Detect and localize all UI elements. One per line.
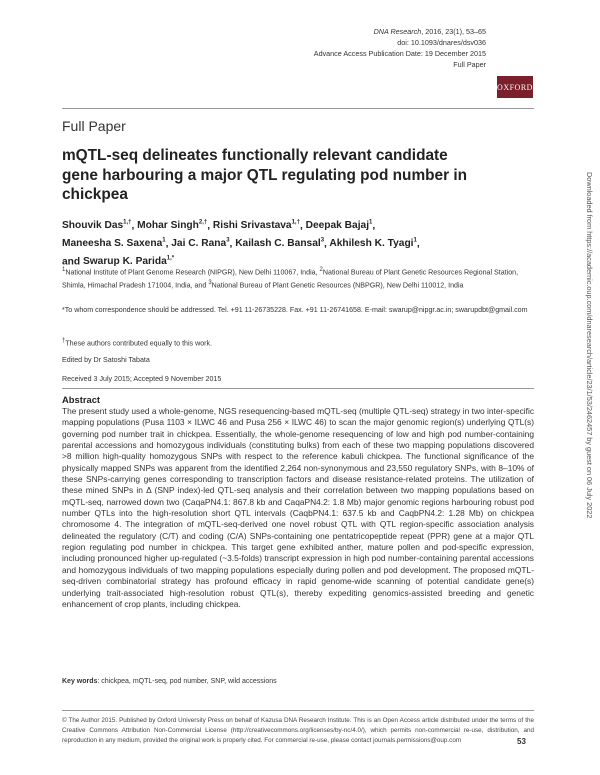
abstract-divider [62, 388, 534, 389]
header-divider [62, 108, 534, 109]
abstract-text: The present study used a whole-genome, NGS resequencing-based mQTL-seq (multiple QTL-seq) strategy in two inter-specific mapping populations (Pusa 1103 × ILWC 46 and Pusa 256 × ILWC 46) to scan the major genomic region(s) underlying QTL(s) governing pod number trait in chickpea. Essentially, the whole-genome resequencing of low and high pod number-containing parental accessions and homozygous individuals (constituting bulks) from each of these two mapping populations discovered >8 million high-quality homozygous SNPs with respect to the reference kabuli chickpea. The functional significance of the physically mapped SNPs was apparent from the identified 2,264 non-synonymous and 23,550 regulatory SNPs, with 8–10% of these SNPs-carrying genes corresponding to transcription factors and disease resistance-related proteins. The utilization of these mined SNPs in Δ (SNP index)-led QTL-seq analysis and their correlation between two mapping populations based on mQTL-seq, narrowed down two (CaqaPN4.1: 867.8 kb and CaqaPN4.2: 1.8 Mb) major genomic regions harbouring robust pod number QTLs into the high-resolution short QTL intervals (CaqbPN4.1: 637.5 kb and CaqbPN4.2: 1.28 Mb) on chickpea chromosome 4. The integration of mQTL-seq-derived one novel robust QTL with QTL region-specific association analysis delineated the regulatory (C/T) and coding (C/A) SNPs-containing one pentatricopeptide repeat (PPR) gene at a major QTL region regulating pod number in chickpea. This target gene exhibited anther, mature pollen and pod-specific expression, including pronounced higher up-regulated (~3.5-folds) transcript expression in high pod number-containing parental accessions and homozygous individuals of two mapping populations especially during pollen and pod development. The proposed mQTL-seq-driven combinatorial strategy has profound efficacy in rapid genome-wide scanning of potential candidate gene(s) underlying trait-associated high-resolution robust QTL(s), thereby expediting genomics-assisted breeding and genetic enhancement of crop plants, including chickpea. [62, 406, 535, 609]
author[interactable]: Mohar Singh$^{2,\dagger}$ [137, 220, 208, 232]
author[interactable]: Shouvik Das$^{1,\dagger}$ [62, 220, 132, 232]
advance-access-date: Advance Access Publication Date: 19 December 2015 [313, 49, 486, 58]
author[interactable]: Swarup K. Parida$^{1,*}$ [82, 255, 175, 268]
affiliations: $^1$National Institute of Plant Genome Research (NIPGR), New Delhi 110067, India, $^2$National Bureau of Plant Genetic Resources Regional Station, Shimla, Himachal Pradesh 171004, India, and $^3$National Bureau of Plant Genetic Resources (NBPGR), New Delhi 110012, India [62, 267, 519, 290]
page-number: 53 [517, 737, 526, 746]
footer-divider [62, 710, 534, 711]
citation-volume: , 2016, 23(1), 53–65 [421, 27, 486, 36]
article-title: mQTL-seq delineates functionally relevant candidate gene harbouring a major QTL regulating pod number in chickpea [62, 147, 468, 203]
journal-name: DNA Research [373, 27, 422, 36]
author[interactable]: Deepak Bajaj$^1$ [305, 220, 373, 232]
author[interactable]: Jai C. Rana$^3$ [171, 237, 230, 250]
abstract-heading: Abstract [62, 394, 101, 405]
article-type: Full Paper [453, 60, 486, 69]
keywords-label: Key words [62, 678, 98, 685]
journal-header [314, 26, 486, 70]
received-accepted-dates: Received 3 July 2015; Accepted 9 November 2015 [62, 375, 222, 383]
journal-citation [314, 26, 486, 37]
doi[interactable]: doi: 10.1093/dnares/dsv036 [397, 38, 486, 47]
correspondence-note: *To whom correspondence should be addressed. Tel. +91 11-26735228. Fax. +91 11-26741658. E-mail: swarup@nipgr.ac.in; swarupdbt@gmail.com [62, 306, 528, 314]
oxford-logo: OXFORD [497, 76, 533, 98]
keywords-list: : chickpea, mQTL-seq, pod number, SNP, wild accessions [97, 678, 277, 685]
equal-contribution-note: †These authors contributed equally to this work. [62, 338, 213, 348]
section-label: Full Paper [62, 118, 126, 134]
author-list: Shouvik Das$^{1,\dagger}$, Mohar Singh$^{2,\dagger}$, Rishi Srivastava$^{1,\dagger}$, Deepak Bajaj$^1$, Maneesha S. Saxena$^1$, Jai C. Rana$^3$, Kailash C. Bansal$^3$, Akhilesh K. Tyagi$^1$, and Swarup K. Parida$^{1,*}$ [62, 220, 420, 268]
download-watermark: Downloaded from https://academic.oup.com/dnaresearch/article/23/1/53/2462457 by guest on 06 July 2022 [585, 172, 594, 519]
license-notice: © The Author 2015. Published by Oxford University Press on behalf of Kazusa DNA Research Institute. This is an Open Access article distributed under the terms of the Creative Commons Attribution Non-Commercial License (http://creativecommons.org/licenses/by-nc/4.0/), which permits non-commercial re-use, distribution, and reproduction in any medium, provided the original work is properly cited. For commercial re-use, please contact journals.permissions@oup.com [62, 717, 534, 744]
author[interactable]: Rishi Srivastava$^{1,\dagger}$ [212, 220, 300, 232]
keywords [62, 678, 534, 685]
author[interactable]: Maneesha S. Saxena$^1$ [62, 237, 166, 250]
author[interactable]: Kailash C. Bansal$^3$ [235, 237, 325, 250]
editor-note: Edited by Dr Satoshi Tabata [62, 356, 150, 364]
author[interactable]: Akhilesh K. Tyagi$^1$ [329, 237, 417, 250]
